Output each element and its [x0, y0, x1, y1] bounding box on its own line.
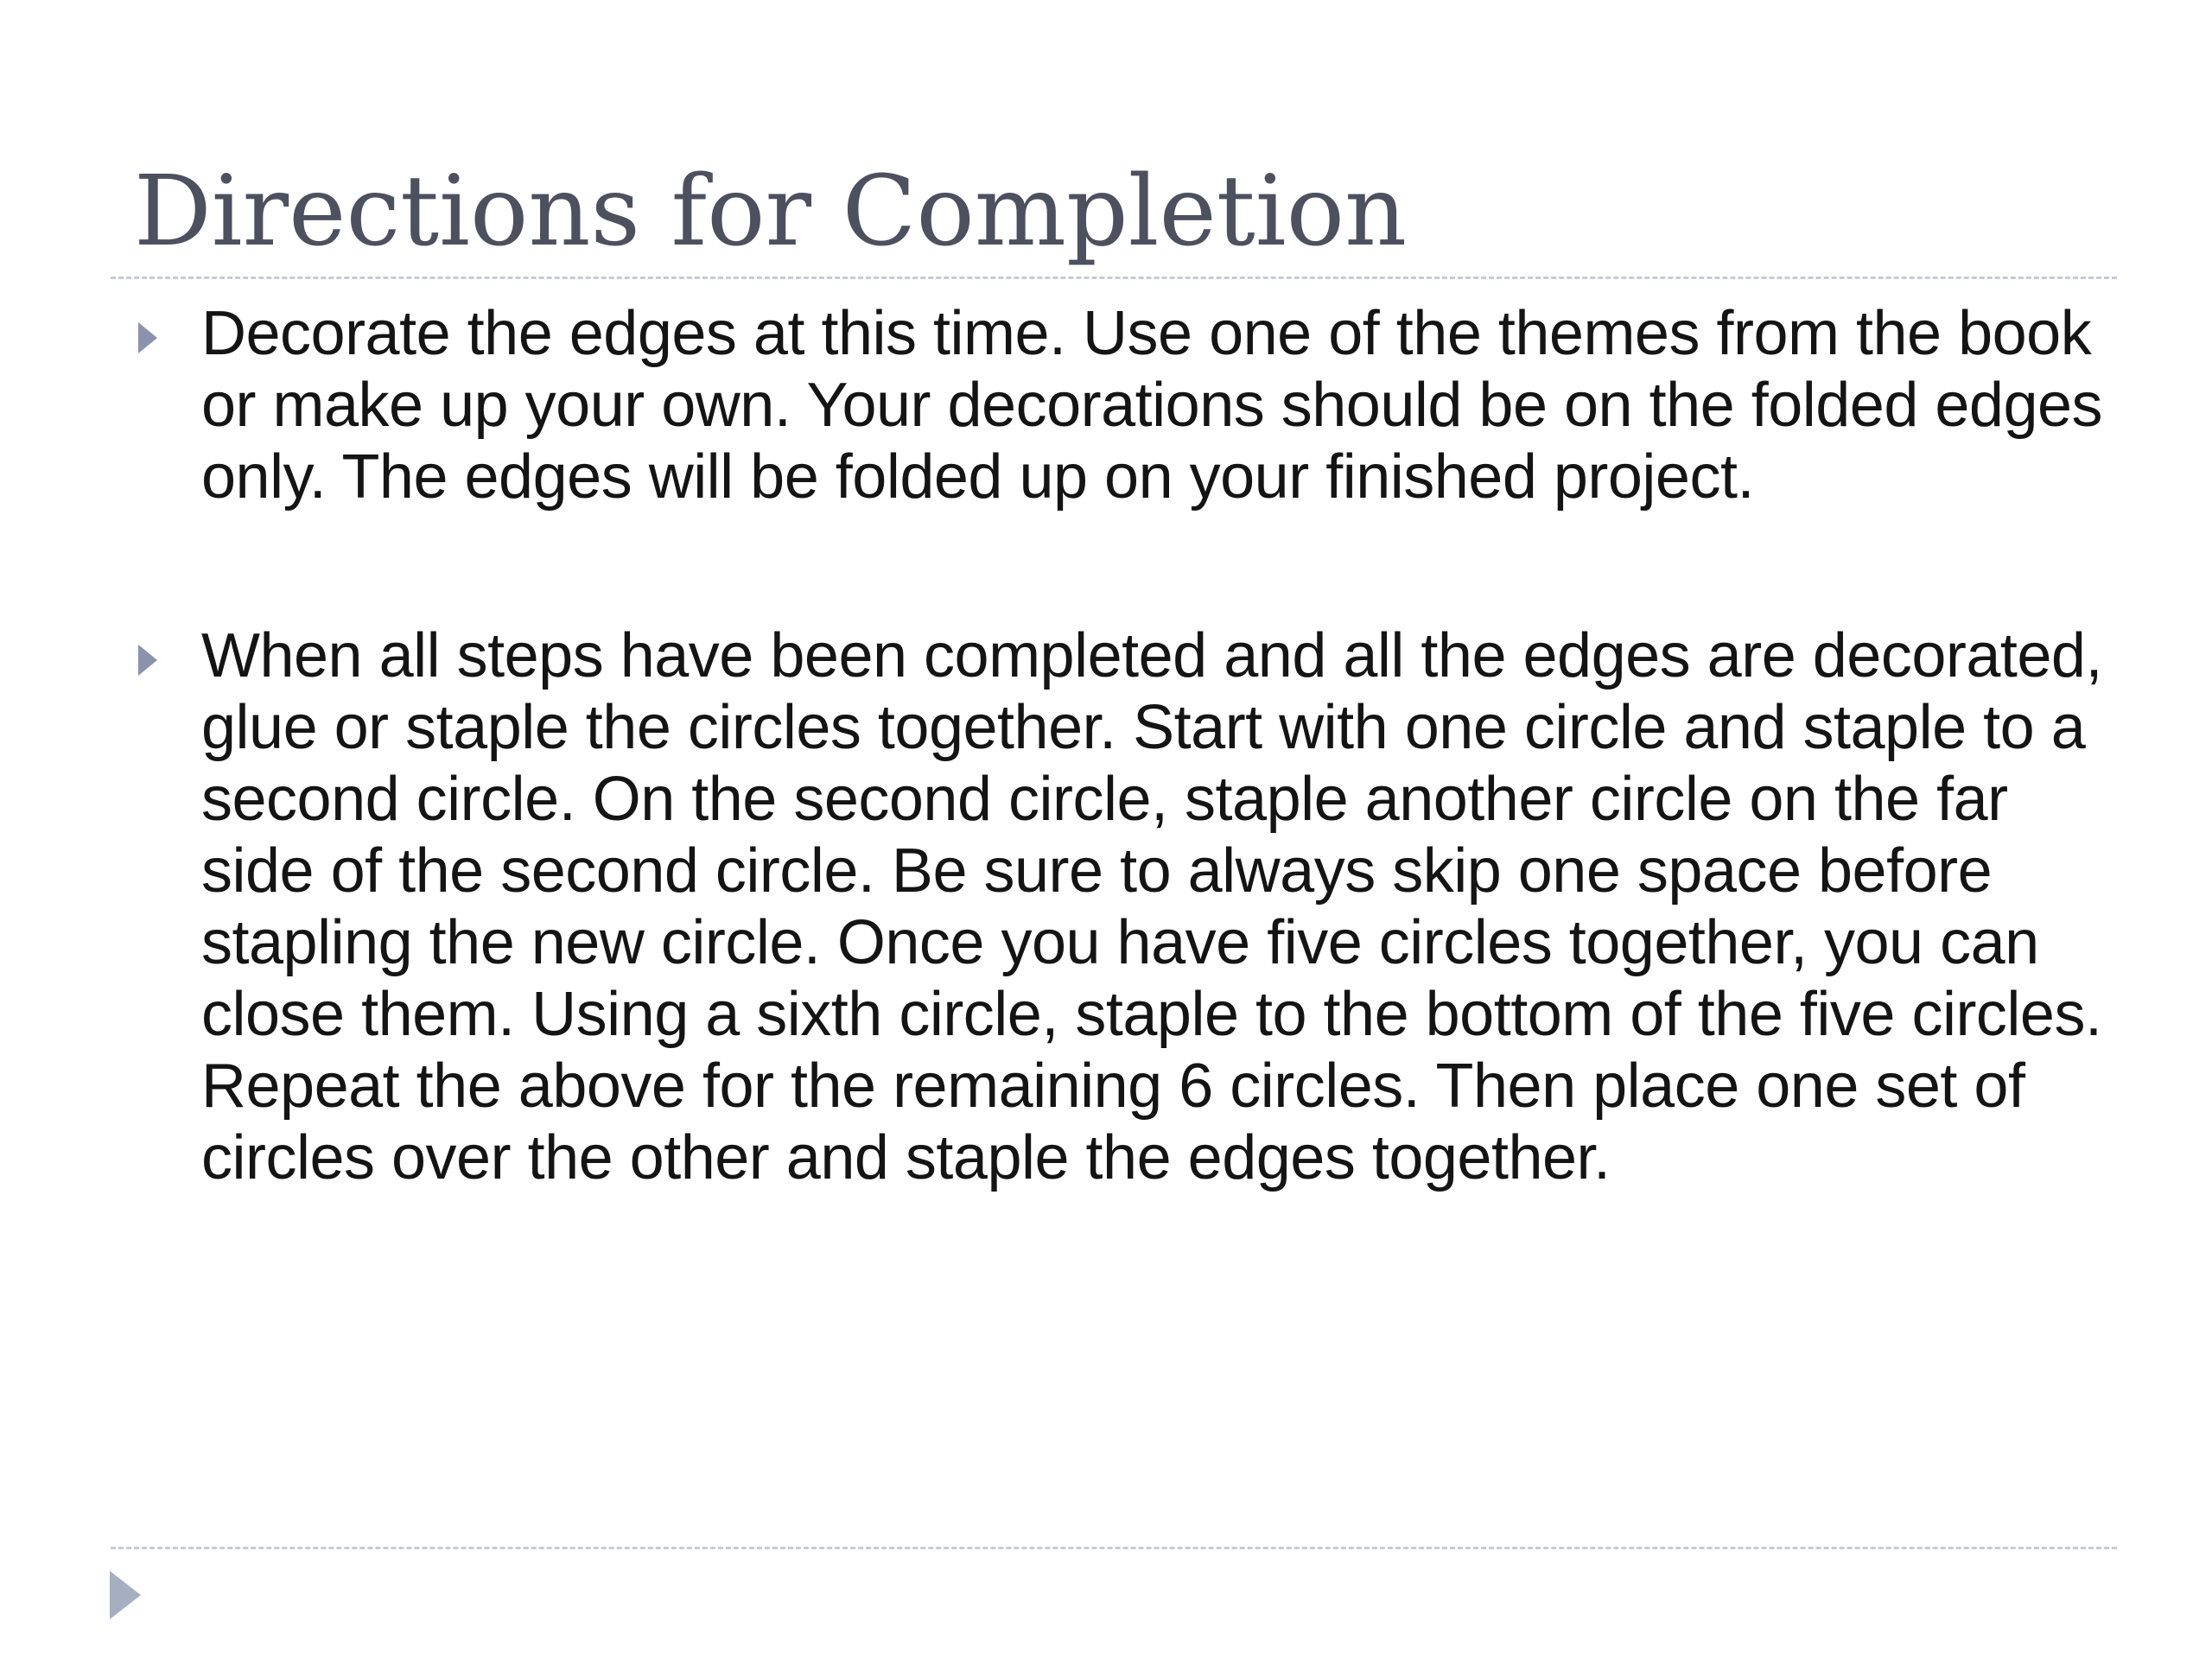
bullet-item — [134, 620, 2121, 1194]
slide-content — [134, 298, 2121, 1194]
bullet-item — [134, 298, 2121, 513]
footer-divider — [111, 1547, 2117, 1549]
bullet-text: Decorate the edges at this time. Use one of the themes from the book or make up your own. Your decorations should be on the folded edges only. The edges will be folded up on your finished project. — [201, 299, 2103, 512]
triangle-right-icon — [138, 322, 157, 353]
title-divider — [111, 276, 2117, 279]
slide-title: Directions for Completion — [134, 156, 1408, 268]
triangle-right-icon — [138, 645, 157, 676]
triangle-right-icon — [110, 1571, 141, 1619]
bullet-text: When all steps have been completed and all the edges are decorated, glue or staple the circles together. Start with one circle and staple to a second circle. On the second circle, staple another circle on the far side of the second circle. Be sure to always skip one space before stapling the new circle. Once you have five circles together, you can close them. Using a sixth circle, staple to the bottom of the five circles. Repeat the above for the remaining 6 circles. Then place one set of circles over the other and staple the edges together. — [201, 621, 2102, 1192]
